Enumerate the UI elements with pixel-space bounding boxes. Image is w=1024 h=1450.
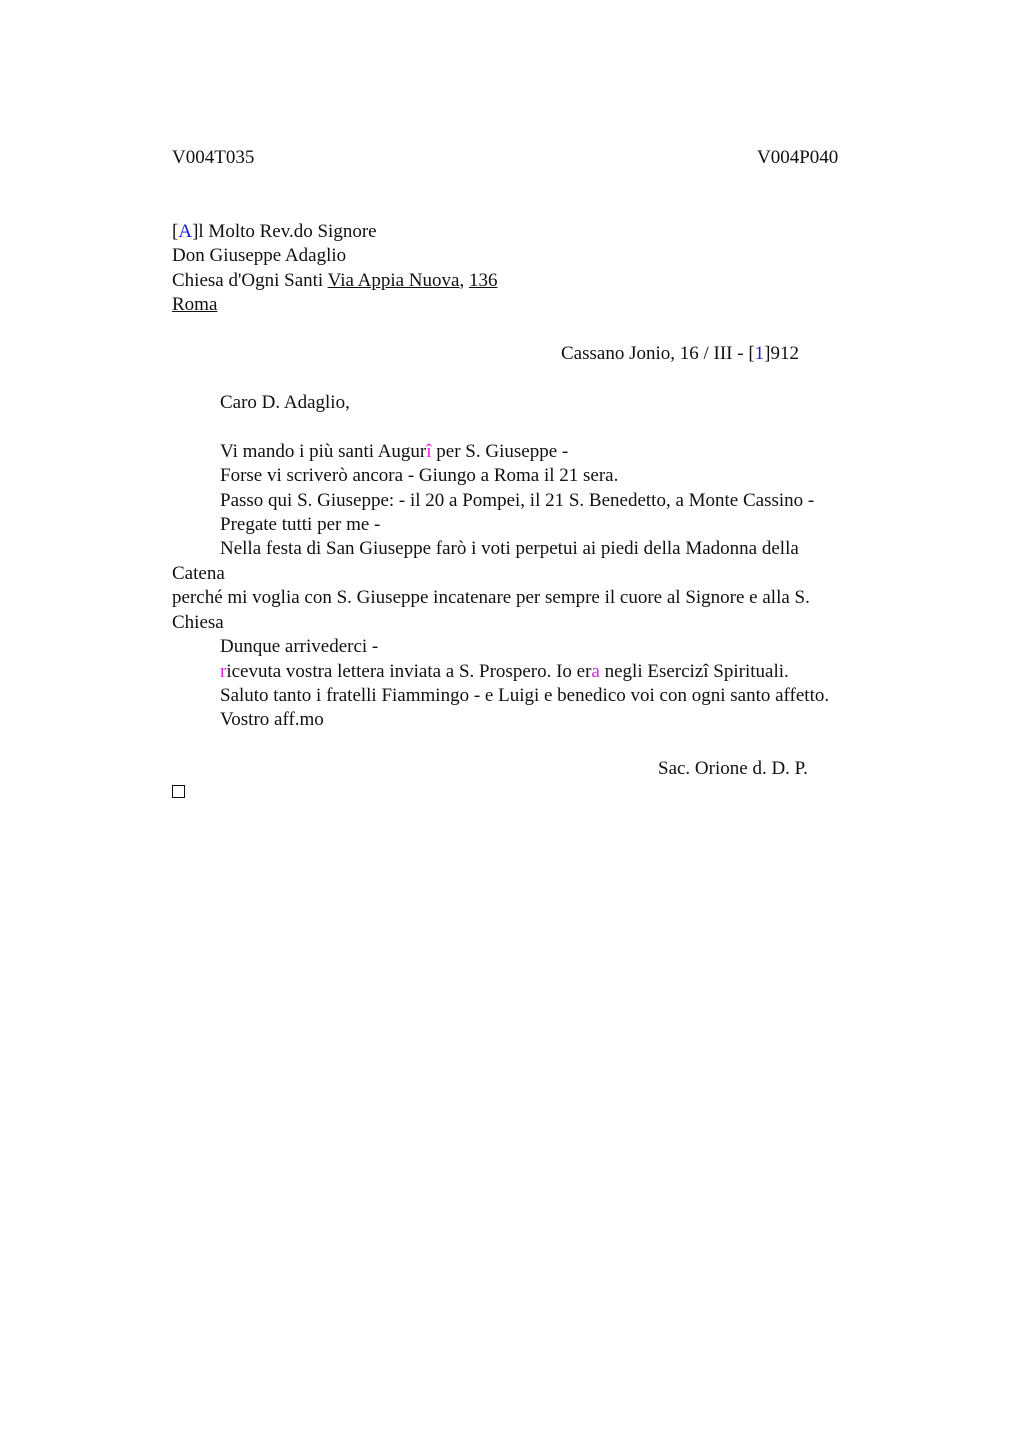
editorial-mark: r xyxy=(220,661,227,682)
body-text: Spirituali. xyxy=(708,661,789,682)
body-line-11: Saluto tanto i fratelli Fiammingo - e Luigi e benedico voi con ogni santo affetto. xyxy=(220,685,830,706)
address-line-1-text: l Molto Rev.do Signore xyxy=(198,221,377,242)
address-line-2: Don Giuseppe Adaglio xyxy=(172,245,347,266)
body-text: icevuta vostra lettera inviata a S. Prospero. Io er xyxy=(226,661,592,682)
editorial-mark: î xyxy=(426,441,432,462)
restored-digit: 1 xyxy=(754,343,765,364)
body-line-9: Dunque arrivederci - xyxy=(220,636,379,657)
body-text: negli Esercizî xyxy=(599,661,709,682)
dateline-suffix: 912 xyxy=(770,343,799,364)
body-line-6: Catena xyxy=(172,563,225,584)
dateline xyxy=(561,342,799,366)
restored-letter: A xyxy=(178,221,193,242)
editorial-mark: a xyxy=(591,661,600,682)
body-line-3: Passo qui S. Giuseppe: - il 20 a Pompei, il 21 S. Benedetto, a Monte Cassino - xyxy=(220,490,815,511)
body-line-10 xyxy=(220,660,789,684)
body-line-1 xyxy=(220,440,568,464)
salutation: Caro D. Adaglio, xyxy=(220,392,350,413)
body-text: per S. Giuseppe - xyxy=(431,441,569,462)
header-right-code: V004P040 xyxy=(757,147,839,168)
address-street: Via Appia Nuova xyxy=(327,270,460,291)
address-line-1 xyxy=(172,220,377,244)
bracket-close: ] xyxy=(764,343,771,364)
body-line-8: Chiesa xyxy=(172,612,224,633)
bracket-open: [ xyxy=(172,221,179,242)
body-line-12: Vostro aff.mo xyxy=(220,709,324,730)
body-line-4: Pregate tutti per me - xyxy=(220,514,381,535)
header-left-code: V004T035 xyxy=(172,147,255,168)
dateline-prefix: Cassano Jonio, 16 / III - xyxy=(561,343,749,364)
body-line-2: Forse vi scriverò ancora - Giungo a Roma il 21 sera. xyxy=(220,465,619,486)
address-number: 136 xyxy=(468,270,498,291)
body-text: Vi mando i più santi Augur xyxy=(220,441,427,462)
address-church: Chiesa d'Ogni Santi xyxy=(172,270,328,291)
body-line-7: perché mi voglia con S. Giuseppe incatenare per sempre il cuore al Signore e alla S. xyxy=(172,587,810,608)
body-line-5: Nella festa di San Giuseppe farò i voti perpetui ai piedi della Madonna della xyxy=(220,538,799,559)
bracket-close: ] xyxy=(192,221,199,242)
empty-square-icon xyxy=(172,785,185,798)
address-city: Roma xyxy=(172,294,218,315)
address-line-3 xyxy=(172,269,497,293)
address-comma: , xyxy=(459,270,465,291)
bracket-open: [ xyxy=(748,343,755,364)
signature: Sac. Orione d. D. P. xyxy=(658,758,808,779)
